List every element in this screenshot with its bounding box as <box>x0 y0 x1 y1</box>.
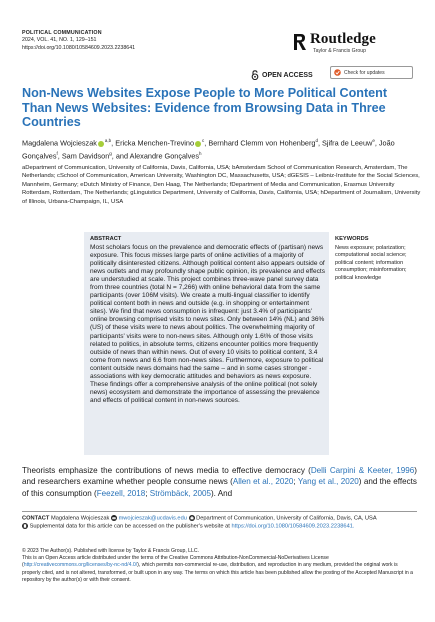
contact-dept: Department of Communication, University of California, Davis, CA, USA <box>196 515 377 522</box>
author-list: Magdalena Wojcieszak $^{a,b}$, Ericka Menchen-Trevino $^c$, Bernhard Clemm von Hohenberg$^d$, Sjifra de Leeuw$^e$, João Gonçalves$^f$, Sam Davidson$^g$, and Alexandre Gonçalves$^h$ <box>22 138 395 161</box>
author-name[interactable]: Alexandre Gonçalves <box>129 151 200 161</box>
reference-link[interactable]: Allen et al., 2020 <box>232 477 294 487</box>
article-title: Non-News Websites Expose People to More Political Content Than News Websites: Evidence from Browsing Data in Three Countries <box>22 86 388 130</box>
open-lock-icon <box>251 70 259 80</box>
author-name[interactable]: João Gonçalves <box>22 138 395 161</box>
author-affil-sup: h <box>199 150 202 156</box>
keywords-text: News exposure; polarization; computational social science; political content; information consumption; misinformation; political knowledge <box>335 245 407 281</box>
contact-email[interactable]: mwojcieszak@ucdavis.edu <box>118 515 187 522</box>
body-paragraph <box>22 465 417 499</box>
license-text-rest: ), which permits non-commercial re-use, distribution, and reproduction in any medium, provided the original work is properly cited, and is not altered, transformed, or built upon in any way. The terms on which this article has been published allow the posting of the Accepted Manuscript in a repository by the author(s) or with their consent. <box>22 562 414 583</box>
author-name[interactable]: Bernhard Clemm von Hohenberg <box>208 138 316 148</box>
publisher-name: Routledge <box>310 31 376 47</box>
abstract-text: Most scholars focus on the prevalence and democratic effects of (partisan) news exposure. This focus misses large parts of online activities of a majority of politically disinterested citizens. Although political content also appears outside of news outlets and may profoundly shape public opinion, its prevalence and effects are understudied at scale. This project combines three-wave panel survey data from three countries (total N = 7,266) with online behavioral data from the same participants (over 106M visits). We create a multi-lingual classifier to identify political content both in news and outside (e.g. in shopping or entertainment sites). We find that news consumption is infrequent: just 3.4% of participants' online browsing comprised visits to news sites. Only between 14% (NL) and 36% (US) of these visits were to news about politics. The overwhelming majority of participants' visits were to non-news sites. Although only 1.6\% of those visits related to politics, in absolute terms, citizens encounter politics more frequently outside of news than within news. Out of every 10 visits to political content, 3.4 come from news and 6.6 from non-news sites. Furthermore, exposure to political content outside news domains had the same – and in some cases stronger - associations with key democratic attitudes and behaviors as news exposure. These findings offer a comprehensive analysis of the online political (not solely news) ecosystem and demonstrate the importance of assessing the prevalence and effects of political content in non-news sources. <box>90 244 325 404</box>
orcid-icon[interactable] <box>98 141 104 147</box>
license-text: This is an Open Access article distributed under the terms of the Creative Commons Attribution-NonCommercial-NoDerivatives License ( <box>22 555 329 569</box>
reference-link[interactable]: Delli Carpini & Keeter, 1996 <box>310 466 415 475</box>
body-text: ) and researchers examine whether people consume news ( <box>22 466 417 487</box>
supplement-link[interactable]: https://doi.org/10.1080/10584609.2023.2238641. <box>231 523 355 530</box>
open-access-badge <box>251 70 313 80</box>
publisher-sub: Taylor & Francis Group <box>313 48 367 54</box>
contact-name: Magdalena Wojcieszak <box>50 515 110 522</box>
author-affil-sup: d <box>315 138 318 143</box>
copyright-line: © 2023 The Author(s). Published with license by Taylor & Francis Group, LLC. <box>22 548 200 554</box>
author-name[interactable]: Sjifra de Leeuw <box>322 138 373 148</box>
supplement-icon <box>22 523 28 529</box>
license-link[interactable]: http://creativecommons.org/licenses/by-nc-nd/4.0/ <box>23 562 138 569</box>
contact-label: CONTACT <box>22 515 50 522</box>
author-affil-sup: g <box>109 150 112 156</box>
abstract-heading: ABSTRACT <box>90 236 122 242</box>
keywords-heading: KEYWORDS <box>335 236 369 242</box>
reference-link[interactable]: Yang et al., 2020 <box>297 477 359 487</box>
journal-name: POLITICAL COMMUNICATION <box>22 30 102 36</box>
orcid-icon[interactable] <box>195 141 201 147</box>
department-icon <box>189 515 195 521</box>
contact-block <box>22 515 417 532</box>
body-text: ; <box>145 488 150 498</box>
author-affil-sup: e <box>372 138 375 143</box>
author-name[interactable]: Sam Davidson <box>61 151 110 161</box>
footnote-divider <box>22 511 417 512</box>
author-affil-sup: f <box>56 150 58 156</box>
publisher-logo <box>293 31 413 61</box>
body-text: Theorists emphasize the contributions of news media to effective democracy ( <box>22 466 311 475</box>
citation-line: 2024, VOL. 41, NO. 1, 129–151 <box>22 37 97 44</box>
reference-link[interactable]: Feezell, 2018 <box>96 488 146 498</box>
open-access-label: OPEN ACCESS <box>262 71 313 79</box>
check-for-updates-button[interactable] <box>330 66 413 79</box>
author-name[interactable]: Ericka Menchen-Trevino <box>115 138 195 148</box>
body-text: ). And <box>210 488 233 498</box>
routledge-logo-icon <box>293 33 307 51</box>
reference-link[interactable]: Strömbäck, 2005 <box>149 488 211 498</box>
copyright-block <box>22 548 417 584</box>
journal-header <box>22 30 135 52</box>
supplement-text: Supplemental data for this article can be accessed on the publisher's website at <box>29 523 230 530</box>
doi-link[interactable]: https://doi.org/10.1080/10584609.2023.2238641 <box>22 44 136 51</box>
email-icon <box>111 515 117 521</box>
body-text: ; <box>293 477 298 487</box>
body-text: ) and the effects of this consumption ( <box>22 477 417 498</box>
check-updates-label: Check for updates <box>344 69 385 76</box>
crossmark-icon <box>334 69 341 76</box>
author-affil-sup: c <box>202 138 205 143</box>
author-name[interactable]: Magdalena Wojcieszak <box>22 138 97 148</box>
author-affil-sup: a,b <box>104 138 112 143</box>
affiliations: aDepartment of Communication, University of California, Davis, California, USA; bAmsterdam School of Communication Research, Amsterdam, The Netherlands; cSchool of Communication, American University, Washington DC, Massachusetts, USA; dGESIS – Leibniz-Institute for the Social Sciences, Mannheim, Germany; eDutch Ministry of Finance, Den Haag, The Netherlands; fDepartment of Media and Communication, Erasmus University Rotterdam, Rotterdam, The Netherlands; gLinguistics Department, University of California, Davis, California, USA; hDepartment of Journalism, University of Illinois, Urbana-Champaign, IL, USA <box>22 165 421 205</box>
